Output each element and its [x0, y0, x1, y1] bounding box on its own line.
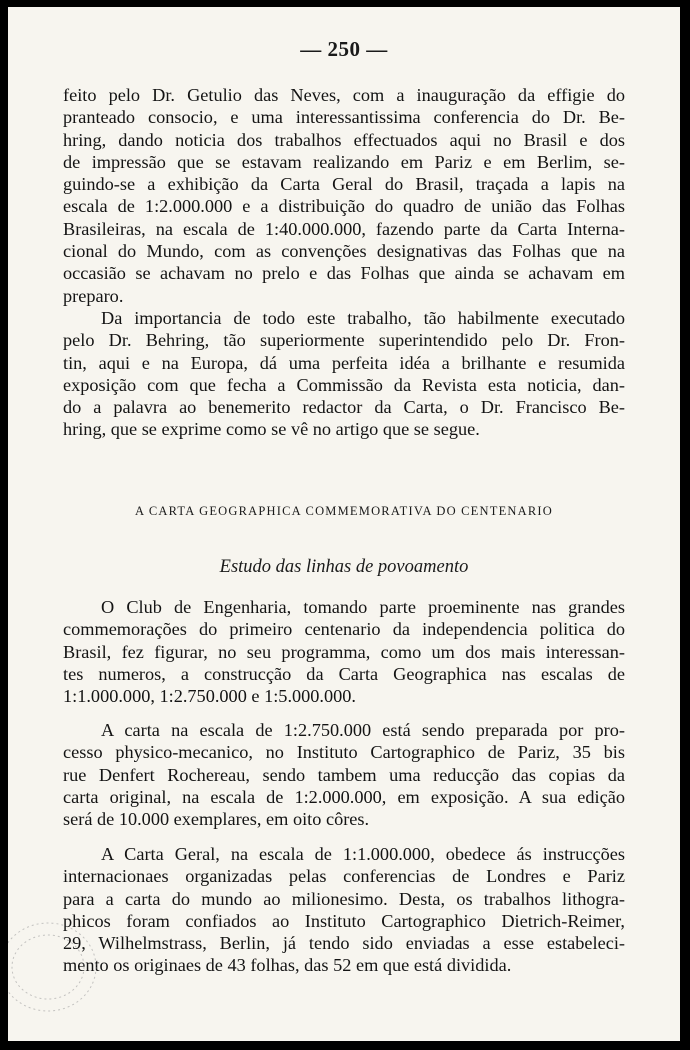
text-line: phicos foram confiados ao Instituto Cartographico Dietrich-Reimer, — [63, 910, 625, 931]
paragraph-1 — [63, 84, 625, 307]
text-line: hring, que se exprime como se vê no artigo que se segue. — [63, 419, 480, 440]
document-page — [8, 7, 680, 1041]
paragraph-2 — [63, 307, 625, 441]
text-line: internacionaes organizadas pelas conferencias de Londres e Pariz — [63, 866, 625, 887]
text-line: Da importancia de todo este trabalho, tão habilmente executado — [101, 308, 625, 328]
text-line: occasião se achavam no prelo e das Folhas que ainda se achavam em — [63, 263, 625, 284]
text-line: A carta na escala de 1:2.750.000 está sendo preparada por pro- — [101, 720, 625, 740]
paragraph-4 — [63, 719, 625, 830]
text-line: A Carta Geral, na escala de 1:1.000.000, obedece ás instrucções — [101, 844, 625, 864]
text-line: feito pelo Dr. Getulio das Neves, com a inauguração da effigie do — [63, 85, 625, 105]
text-line: será de 10.000 exemplares, em oito côres. — [63, 809, 370, 830]
text-line: cesso physico-mecanico, no Instituto Cartographico de Pariz, 35 bis — [63, 742, 625, 763]
text-line: exposição com que fecha a Commissão da Revista esta noticia, dan- — [63, 374, 625, 395]
text-line: Brasil, fez figurar, no seu programma, como um dos mais interessan- — [63, 641, 625, 662]
library-stamp — [8, 907, 148, 1037]
text-line: para a carta do mundo ao milionesimo. Desta, os trabalhos lithogra- — [63, 888, 625, 909]
text-line: Brasileiras, na escala de 1:40.000.000, fazendo parte da Carta Interna- — [63, 218, 625, 239]
text-line: 1:1.000.000, 1:2.750.000 e 1:5.000.000. — [63, 686, 356, 707]
text-line: carta original, na escala de 1:2.000.000, em exposição. A sua edição — [63, 786, 625, 807]
text-line: escala de 1:2.000.000 e a distribuição do quadro de união das Folhas — [63, 196, 625, 217]
text-line: pelo Dr. Behring, tão superiormente superintendido pelo Dr. Fron- — [63, 330, 625, 351]
text-line: tes numeros, a construcção da Carta Geographica nas escalas de — [63, 663, 625, 684]
text-line: do a palavra ao benemerito redactor da Carta, o Dr. Francisco Be- — [63, 397, 625, 418]
section-title: A CARTA GEOGRAPHICA COMMEMORATIVA DO CENTENARIO — [135, 504, 553, 518]
paragraph-3 — [63, 596, 625, 707]
text-line: O Club de Engenharia, tomando parte proeminente nas grandes — [101, 597, 625, 617]
text-line: rue Denfert Rochereau, sendo tambem uma reducção das copias da — [63, 764, 625, 785]
section-subtitle: Estudo das linhas de povoamento — [219, 557, 469, 577]
text-line: 29, Wilhelmstrass, Berlin, já tendo sido enviadas a esse estabeleci- — [63, 933, 625, 954]
text-line: guindo-se a exhibição da Carta Geral do Brasil, traçada a lapis na — [63, 174, 625, 195]
text-line: commemorações do primeiro centenario da independencia politica do — [63, 619, 625, 640]
text-line: mento os originaes de 43 folhas, das 52 em que está dividida. — [63, 955, 512, 976]
text-line: cional do Mundo, com as convenções designativas das Folhas que na — [63, 241, 625, 262]
text-line: preparo. — [63, 285, 124, 306]
text-line: de impressão que se estavam realizando em Pariz e em Berlim, se- — [63, 151, 625, 172]
text-line: hring, dando noticia dos trabalhos effectuados aqui no Brasil e dos — [63, 129, 625, 150]
text-line: pranteado consocio, e uma interessantissima conferencia do Dr. Be- — [63, 107, 625, 128]
page-number: — 250 — — [300, 37, 388, 61]
text-line: tin, aqui e na Europa, dá uma perfeita idéa a brilhante e resumida — [63, 352, 625, 373]
